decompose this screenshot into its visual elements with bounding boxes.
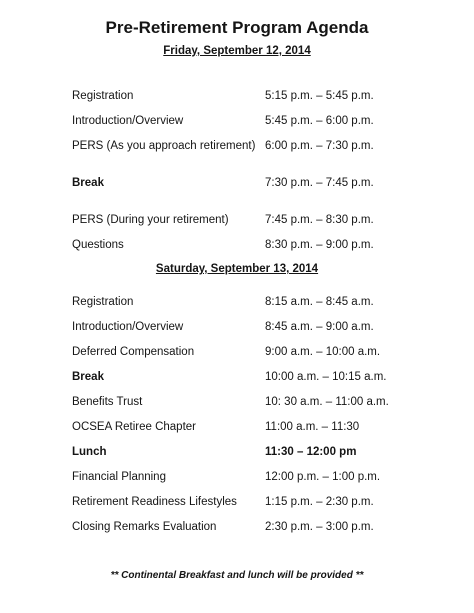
agenda-row	[72, 421, 452, 437]
day-heading-friday: Friday, September 12, 2014	[163, 45, 311, 57]
agenda-row	[72, 396, 452, 412]
activity-time: 7:45 p.m. – 8:30 p.m.	[265, 214, 374, 226]
activity-label: Registration	[72, 90, 134, 102]
activity-time: 2:30 p.m. – 3:00 p.m.	[265, 521, 374, 533]
activity-time: 5:15 p.m. – 5:45 p.m.	[265, 90, 374, 102]
activity-time: 7:30 p.m. – 7:45 p.m.	[265, 177, 374, 189]
activity-label: Break	[72, 177, 104, 189]
agenda-row-break	[72, 177, 452, 193]
agenda-row-lunch	[72, 446, 452, 462]
activity-label: Closing Remarks Evaluation	[72, 521, 217, 533]
activity-label: Lunch	[72, 446, 107, 458]
activity-time: 6:00 p.m. – 7:30 p.m.	[265, 140, 374, 152]
agenda-row	[72, 239, 452, 255]
agenda-row	[72, 521, 452, 537]
agenda-row	[72, 115, 452, 131]
agenda-row	[72, 321, 452, 337]
activity-time: 10: 30 a.m. – 11:00 a.m.	[265, 396, 389, 408]
activity-time: 11:30 – 12:00 pm	[265, 446, 357, 458]
agenda-row	[72, 90, 452, 106]
agenda-row-break	[72, 371, 452, 387]
activity-label: Retirement Readiness Lifestyles	[72, 496, 237, 508]
activity-time: 9:00 a.m. – 10:00 a.m.	[265, 346, 381, 358]
activity-label: PERS (As you approach retirement)	[72, 140, 256, 152]
activity-label: Registration	[72, 296, 134, 308]
activity-label: Benefits Trust	[72, 396, 143, 408]
agenda-row	[72, 296, 452, 312]
day-heading-saturday: Saturday, September 13, 2014	[155, 263, 319, 275]
activity-label: Break	[72, 371, 104, 383]
agenda-row	[72, 471, 452, 487]
activity-time: 5:45 p.m. – 6:00 p.m.	[265, 115, 374, 127]
activity-time: 10:00 a.m. – 10:15 a.m.	[265, 371, 387, 383]
activity-label: Deferred Compensation	[72, 346, 195, 358]
activity-time: 8:15 a.m. – 8:45 a.m.	[265, 296, 374, 308]
agenda-row	[72, 496, 452, 512]
agenda-row	[72, 214, 452, 230]
agenda-row	[72, 140, 452, 156]
activity-time: 1:15 p.m. – 2:30 p.m.	[265, 496, 374, 508]
activity-label: PERS (During your retirement)	[72, 214, 229, 226]
activity-time: 11:00 a.m. – 11:30	[265, 421, 360, 433]
activity-time: 12:00 p.m. – 1:00 p.m.	[265, 471, 381, 483]
activity-label: Financial Planning	[72, 471, 166, 483]
activity-label: Introduction/Overview	[72, 115, 184, 127]
activity-time: 8:45 a.m. – 9:00 a.m.	[265, 321, 374, 333]
activity-time: 8:30 p.m. – 9:00 p.m.	[265, 239, 374, 251]
activity-label: Questions	[72, 239, 124, 251]
activity-label: OCSEA Retiree Chapter	[72, 421, 197, 433]
agenda-row	[72, 346, 452, 362]
page-title: Pre-Retirement Program Agenda	[105, 18, 369, 37]
activity-label: Introduction/Overview	[72, 321, 184, 333]
footer-note: ** Continental Breakfast and lunch will be provided **	[110, 570, 364, 581]
